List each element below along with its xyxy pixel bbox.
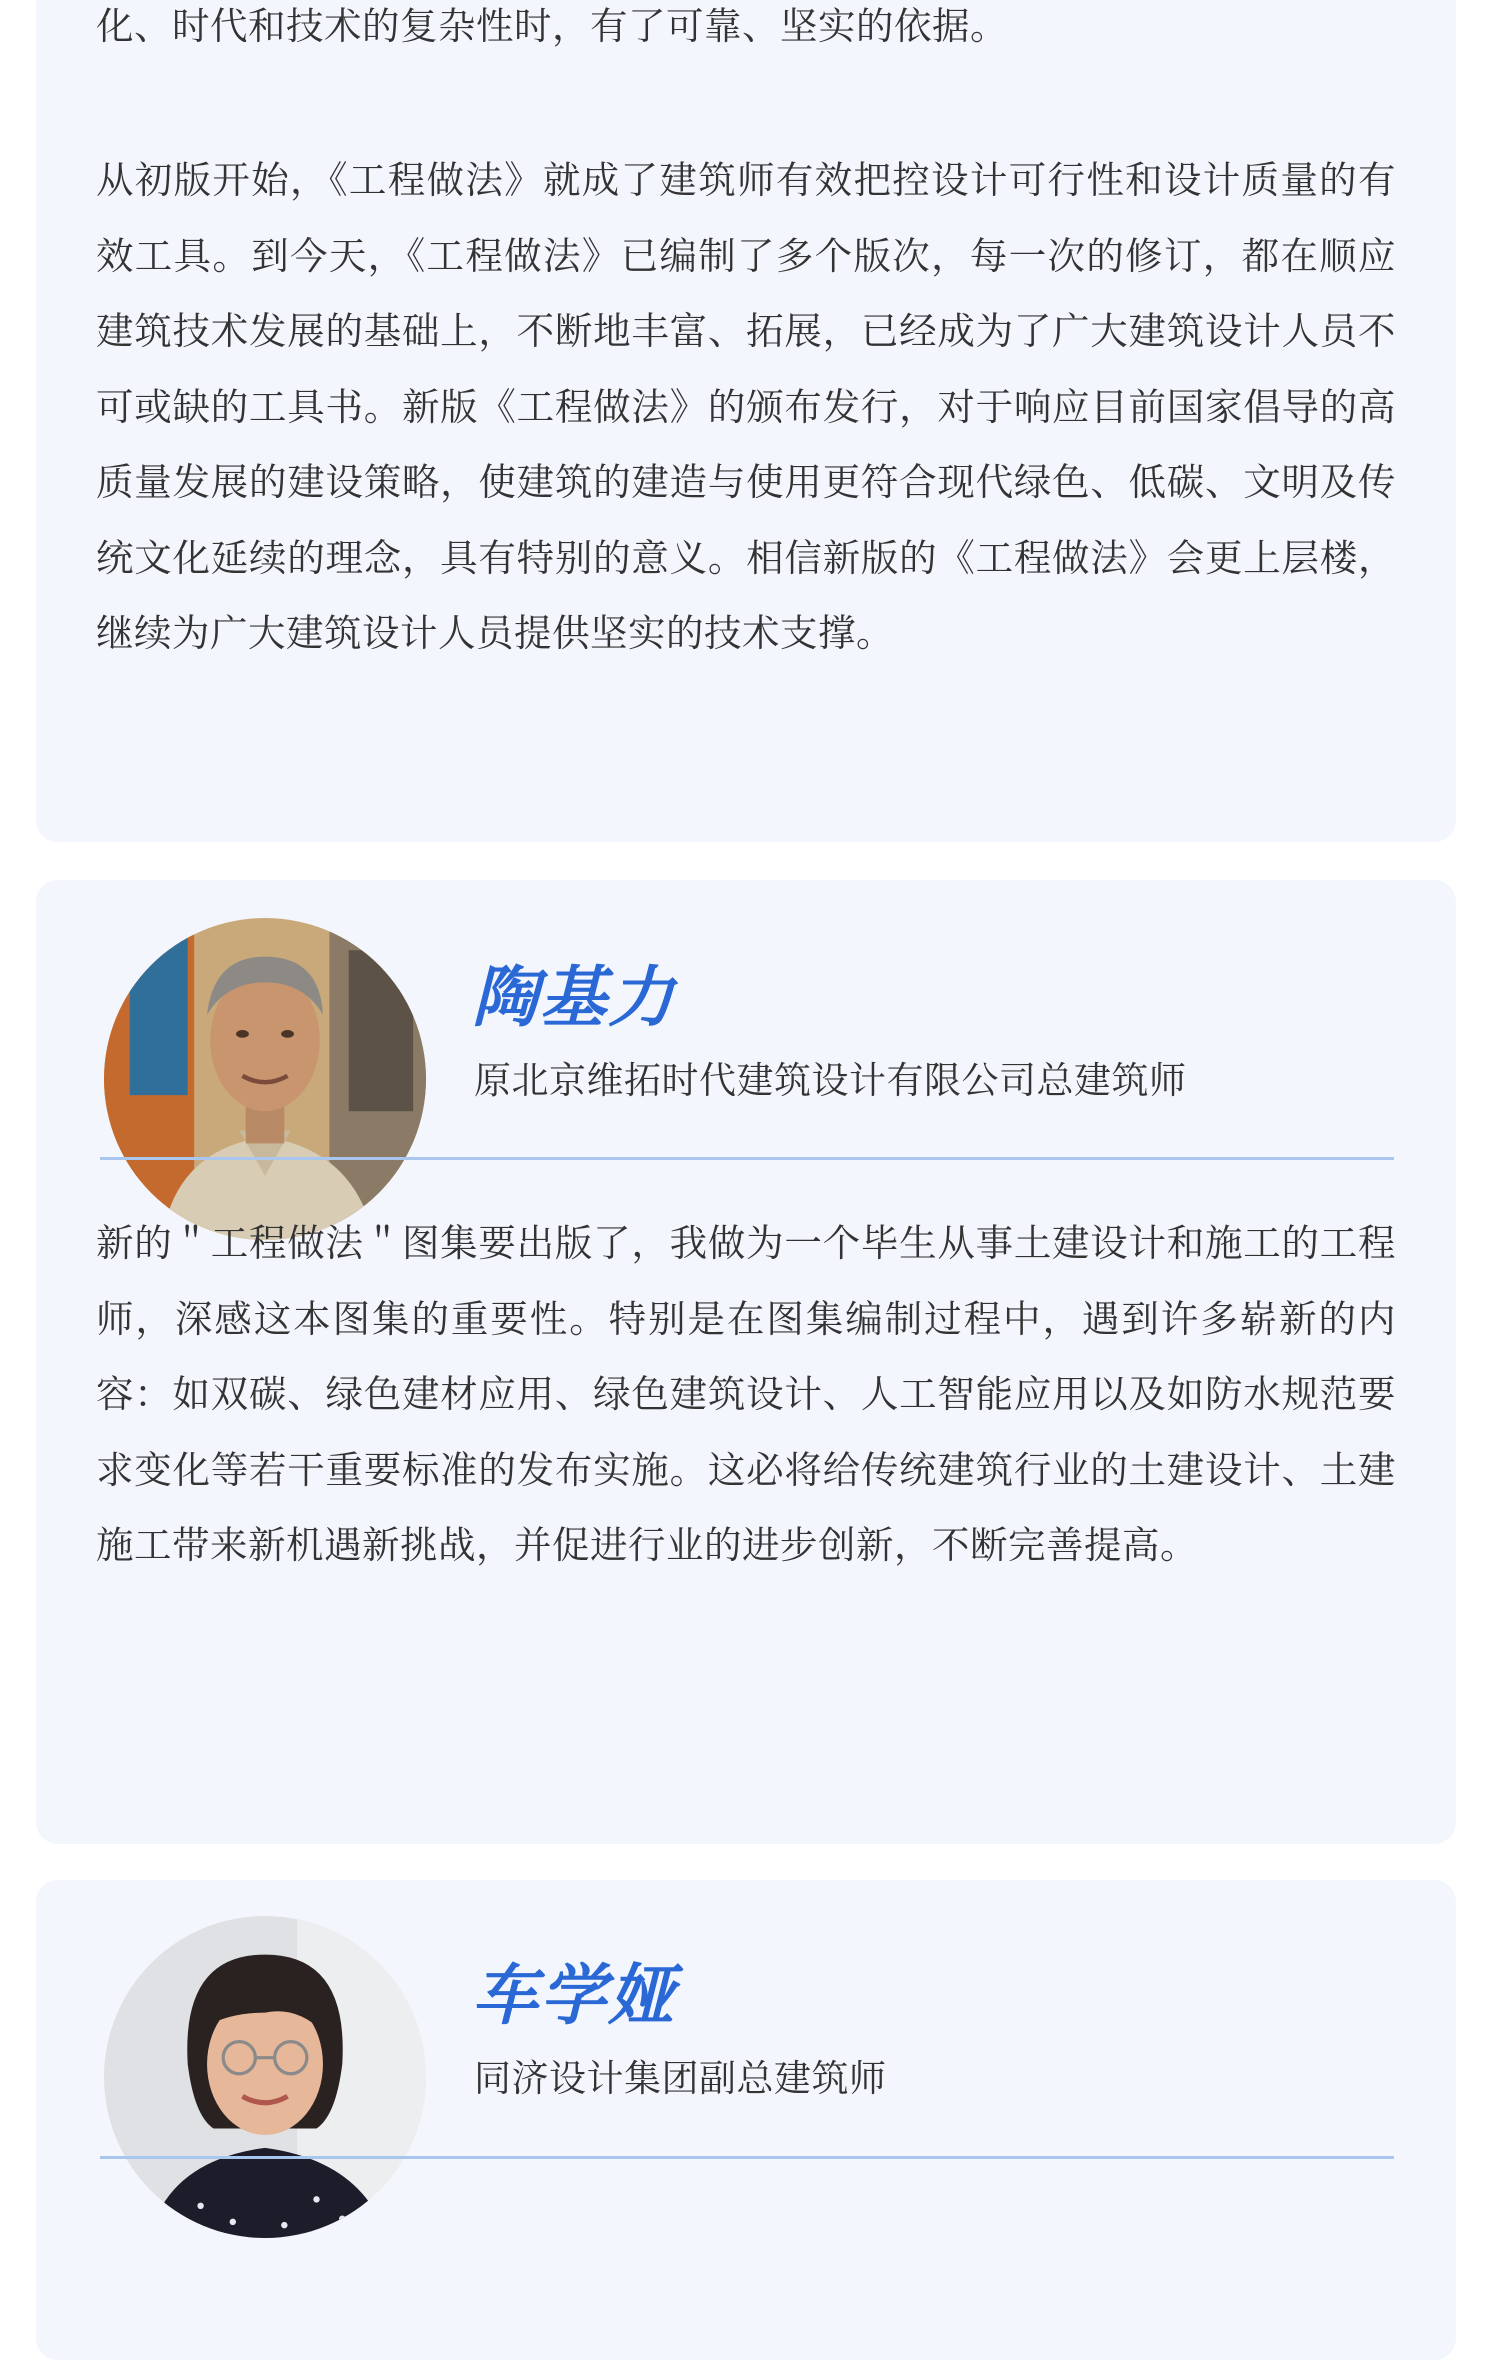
expert-title: 同济设计集团副总建筑师 bbox=[474, 2057, 887, 2100]
statement-paragraph: 从初版开始，《工程做法》就成了建筑师有效把控设计可行性和设计质量的有效工具。到今天，《工程做法》已编制了多个版次，每一次的修订，都在顺应建筑技术发展的基础上，不断地丰富、拓展，已经成为了广大建筑设计人员不可或缺的工具书。新版《工程做法》的颁布发行，对于响应目前国家倡导的高质量发展的建设策略，使建筑的建造与使用更符合现代绿色、低碳、文明及传统文化延续的理念，具有特别的意义。相信新版的《工程做法》会更上层楼，继续为广大建筑设计人员提供坚实的技术支撑。 bbox=[96, 158, 1396, 655]
expert-title: 原北京维拓时代建筑设计有限公司总建筑师 bbox=[474, 1059, 1187, 1102]
statement-card-previous bbox=[36, 0, 1456, 842]
expert-name: 陶基力 bbox=[472, 959, 676, 1036]
expert-name: 车学娅 bbox=[472, 1957, 676, 2034]
expert-card-tao-jili bbox=[36, 880, 1456, 1844]
section-divider bbox=[100, 2156, 1394, 2159]
expert-avatar bbox=[104, 1916, 426, 2238]
expert-quote: 新的＂工程做法＂图集要出版了，我做为一个毕生从事土建设计和施工的工程师，深感这本图集的重要性。特别是在图集编制过程中，遇到许多崭新的内容：如双碳、绿色建材应用、绿色建筑设计、人工智能应用以及如防水规范要求变化等若干重要标准的发布实施。这必将给传统建筑行业的土建设计、土建施工带来新机遇新挑战，并促进行业的进步创新，不断完善提高。 bbox=[96, 1221, 1396, 1567]
expert-avatar bbox=[104, 918, 426, 1240]
statement-paragraph-tail: 化、时代和技术的复杂性时，有了可靠、坚实的依据。 bbox=[96, 4, 1008, 48]
expert-card-che-xueya bbox=[36, 1880, 1456, 2360]
section-divider bbox=[100, 1157, 1394, 1160]
